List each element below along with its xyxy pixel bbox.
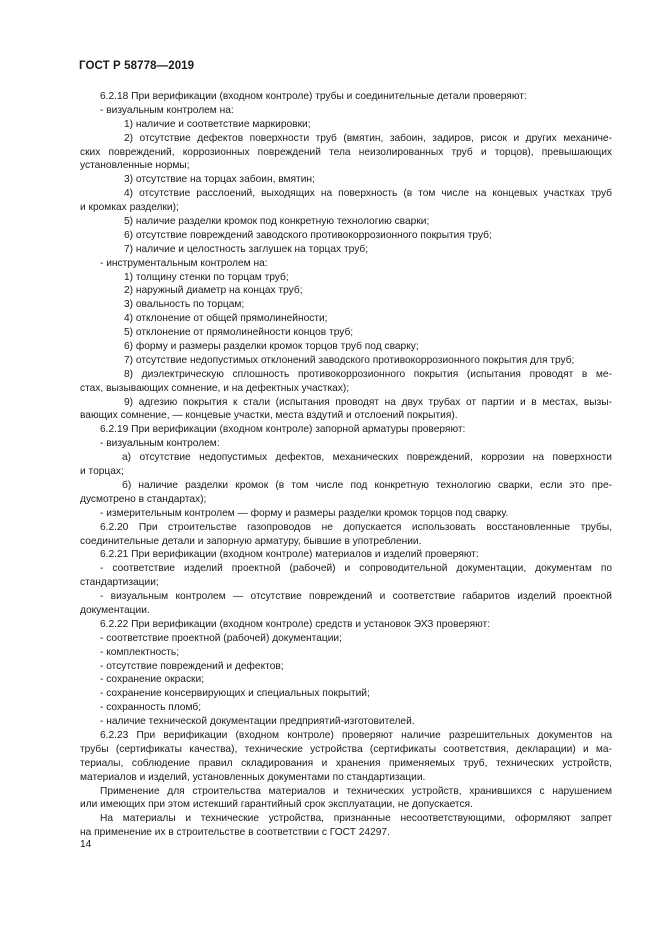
text-line: 2) наружный диаметр на концах труб;	[124, 285, 303, 297]
text-line: 6.2.19 При верификации (входном контроле) запорной арматуры проверяют:	[100, 424, 466, 436]
text-line: или имеющих при этом истекший гарантийный срок эксплуатации, не допускается.	[80, 799, 473, 811]
text-line: 4) отклонение от общей прямолинейности;	[124, 313, 328, 325]
text-line: На материалы и технические устройства, признанные несоответствующими, оформляют запрет	[100, 813, 612, 825]
text-line: - визуальным контролем на:	[100, 104, 234, 116]
text-line: материалов и изделий, установленных документами по стандартизации.	[80, 771, 426, 783]
text-line: - наличие технической документации предприятий-изготовителей.	[100, 716, 415, 728]
text-line: - инструментальным контролем на:	[100, 257, 268, 269]
text-line: а) отсутствие недопустимых дефектов, механических повреждений, коррозии на поверхности	[122, 452, 612, 464]
text-line: 1) наличие и соответствие маркировки;	[124, 118, 311, 130]
text-line: и кромках разделки);	[80, 202, 179, 214]
text-line: 5) отклонение от прямолинейности концов труб;	[124, 327, 354, 339]
text-line: - визуальным контролем — отсутствие повреждений и соответствие габаритов изделий проектной	[100, 591, 612, 603]
text-line: 2) отсутствие дефектов поверхности труб (вмятин, забоин, задиров, рисок и других механиче-	[124, 132, 612, 144]
text-line: и торцах;	[80, 466, 124, 478]
text-line: 6.2.18 При верификации (входном контроле) трубы и соединительные детали проверяют:	[100, 91, 527, 102]
text-line: трубы (сертификаты качества), технические устройства (сертификаты соответствия, декларации) и ма-	[80, 743, 612, 755]
text-line: 7) отсутствие недопустимых отклонений заводского противокоррозионного покрытия для труб;	[124, 354, 575, 366]
text-line: - соответствие изделий проектной (рабочей) и сопроводительной документации, документам по	[100, 563, 612, 575]
text-line: - комплектность;	[100, 646, 180, 658]
text-line: документации.	[80, 604, 150, 616]
text-line: установленные нормы;	[80, 160, 190, 172]
text-line: Применение для строительства материалов и технических устройств, хранившихся с нарушением	[100, 785, 612, 797]
text-line: стах, вызывающих сомнение, и на дефектных участках);	[80, 382, 350, 394]
text-line: - сохранение консервирующих и специальных покрытий;	[100, 688, 370, 700]
text-line: 3) овальность по торцам;	[124, 299, 245, 311]
text-line: 6) отсутствие повреждений заводского противокоррозионного покрытия труб;	[124, 229, 492, 241]
text-line: 1) толщину стенки по торцам труб;	[124, 271, 289, 283]
text-line: - отсутствие повреждений и дефектов;	[100, 660, 284, 672]
text-line: 7) наличие и целостность заглушек на торцах труб;	[124, 243, 369, 255]
text-line: - визуальным контролем:	[100, 438, 220, 450]
text-line: 9) адгезию покрытия к стали (испытания проводят на двух трубах от партии и в местах, вызы-	[124, 396, 612, 408]
text-line: ских повреждений, коррозионных повреждений тела неизолированных труб и торцов), превышающих	[80, 146, 612, 158]
text-line: - сохранение окраски;	[100, 674, 205, 686]
text-line: соединительные детали и запорную арматуру, бывшие в употреблении.	[80, 535, 422, 547]
document-header: ГОСТ Р 58778—2019	[79, 60, 195, 72]
text-line: - соответствие проектной (рабочей) документации;	[100, 632, 342, 644]
text-line: стандартизации;	[80, 577, 159, 589]
text-line: дусмотрено в стандартах);	[80, 493, 207, 505]
text-line: б) наличие разделки кромок (в том числе под конкретную технологию сварки, если это пре-	[122, 479, 612, 491]
text-line: 3) отсутствие на торцах забоин, вмятин;	[124, 174, 315, 186]
text-line: 8) диэлектрическую сплошность противокоррозионного покрытия (испытания проводят в ме-	[124, 368, 612, 380]
text-line: 6.2.22 При верификации (входном контроле) средств и установок ЭХЗ проверяют:	[100, 618, 491, 630]
document-body	[80, 90, 612, 840]
page-number: 14	[80, 839, 92, 850]
text-line: 5) наличие разделки кромок под конкретную технологию сварки;	[124, 216, 430, 228]
text-line: 6) форму и размеры разделки кромок торцов труб под сварку;	[124, 341, 419, 353]
text-line: 6.2.20 При строительстве газопроводов не допускается использовать восстановленные трубы,	[100, 521, 612, 533]
text-line: 4) отсутствие расслоений, выходящих на поверхность (в том числе на концевых участках труб	[124, 188, 612, 200]
text-line: - сохранность пломб;	[100, 702, 202, 714]
text-line: вающих сомнение, — концевые участки, места вздутий и отслоений покрытия).	[80, 410, 458, 422]
text-line: - измерительным контролем — форму и размеры разделки кромок торцов под сварку.	[100, 507, 509, 519]
text-line: 6.2.23 При верификации (входном контроле) проверяют наличие разрешительных документов на	[100, 729, 612, 741]
text-line: 6.2.21 При верификации (входном контроле) материалов и изделий проверяют:	[100, 549, 479, 561]
text-line: на применение их в строительстве в соответствии с ГОСТ 24297.	[80, 827, 390, 839]
text-line: териалы, соблюдение правил складирования и хранения применяемых труб, технических устройств,	[80, 757, 612, 769]
